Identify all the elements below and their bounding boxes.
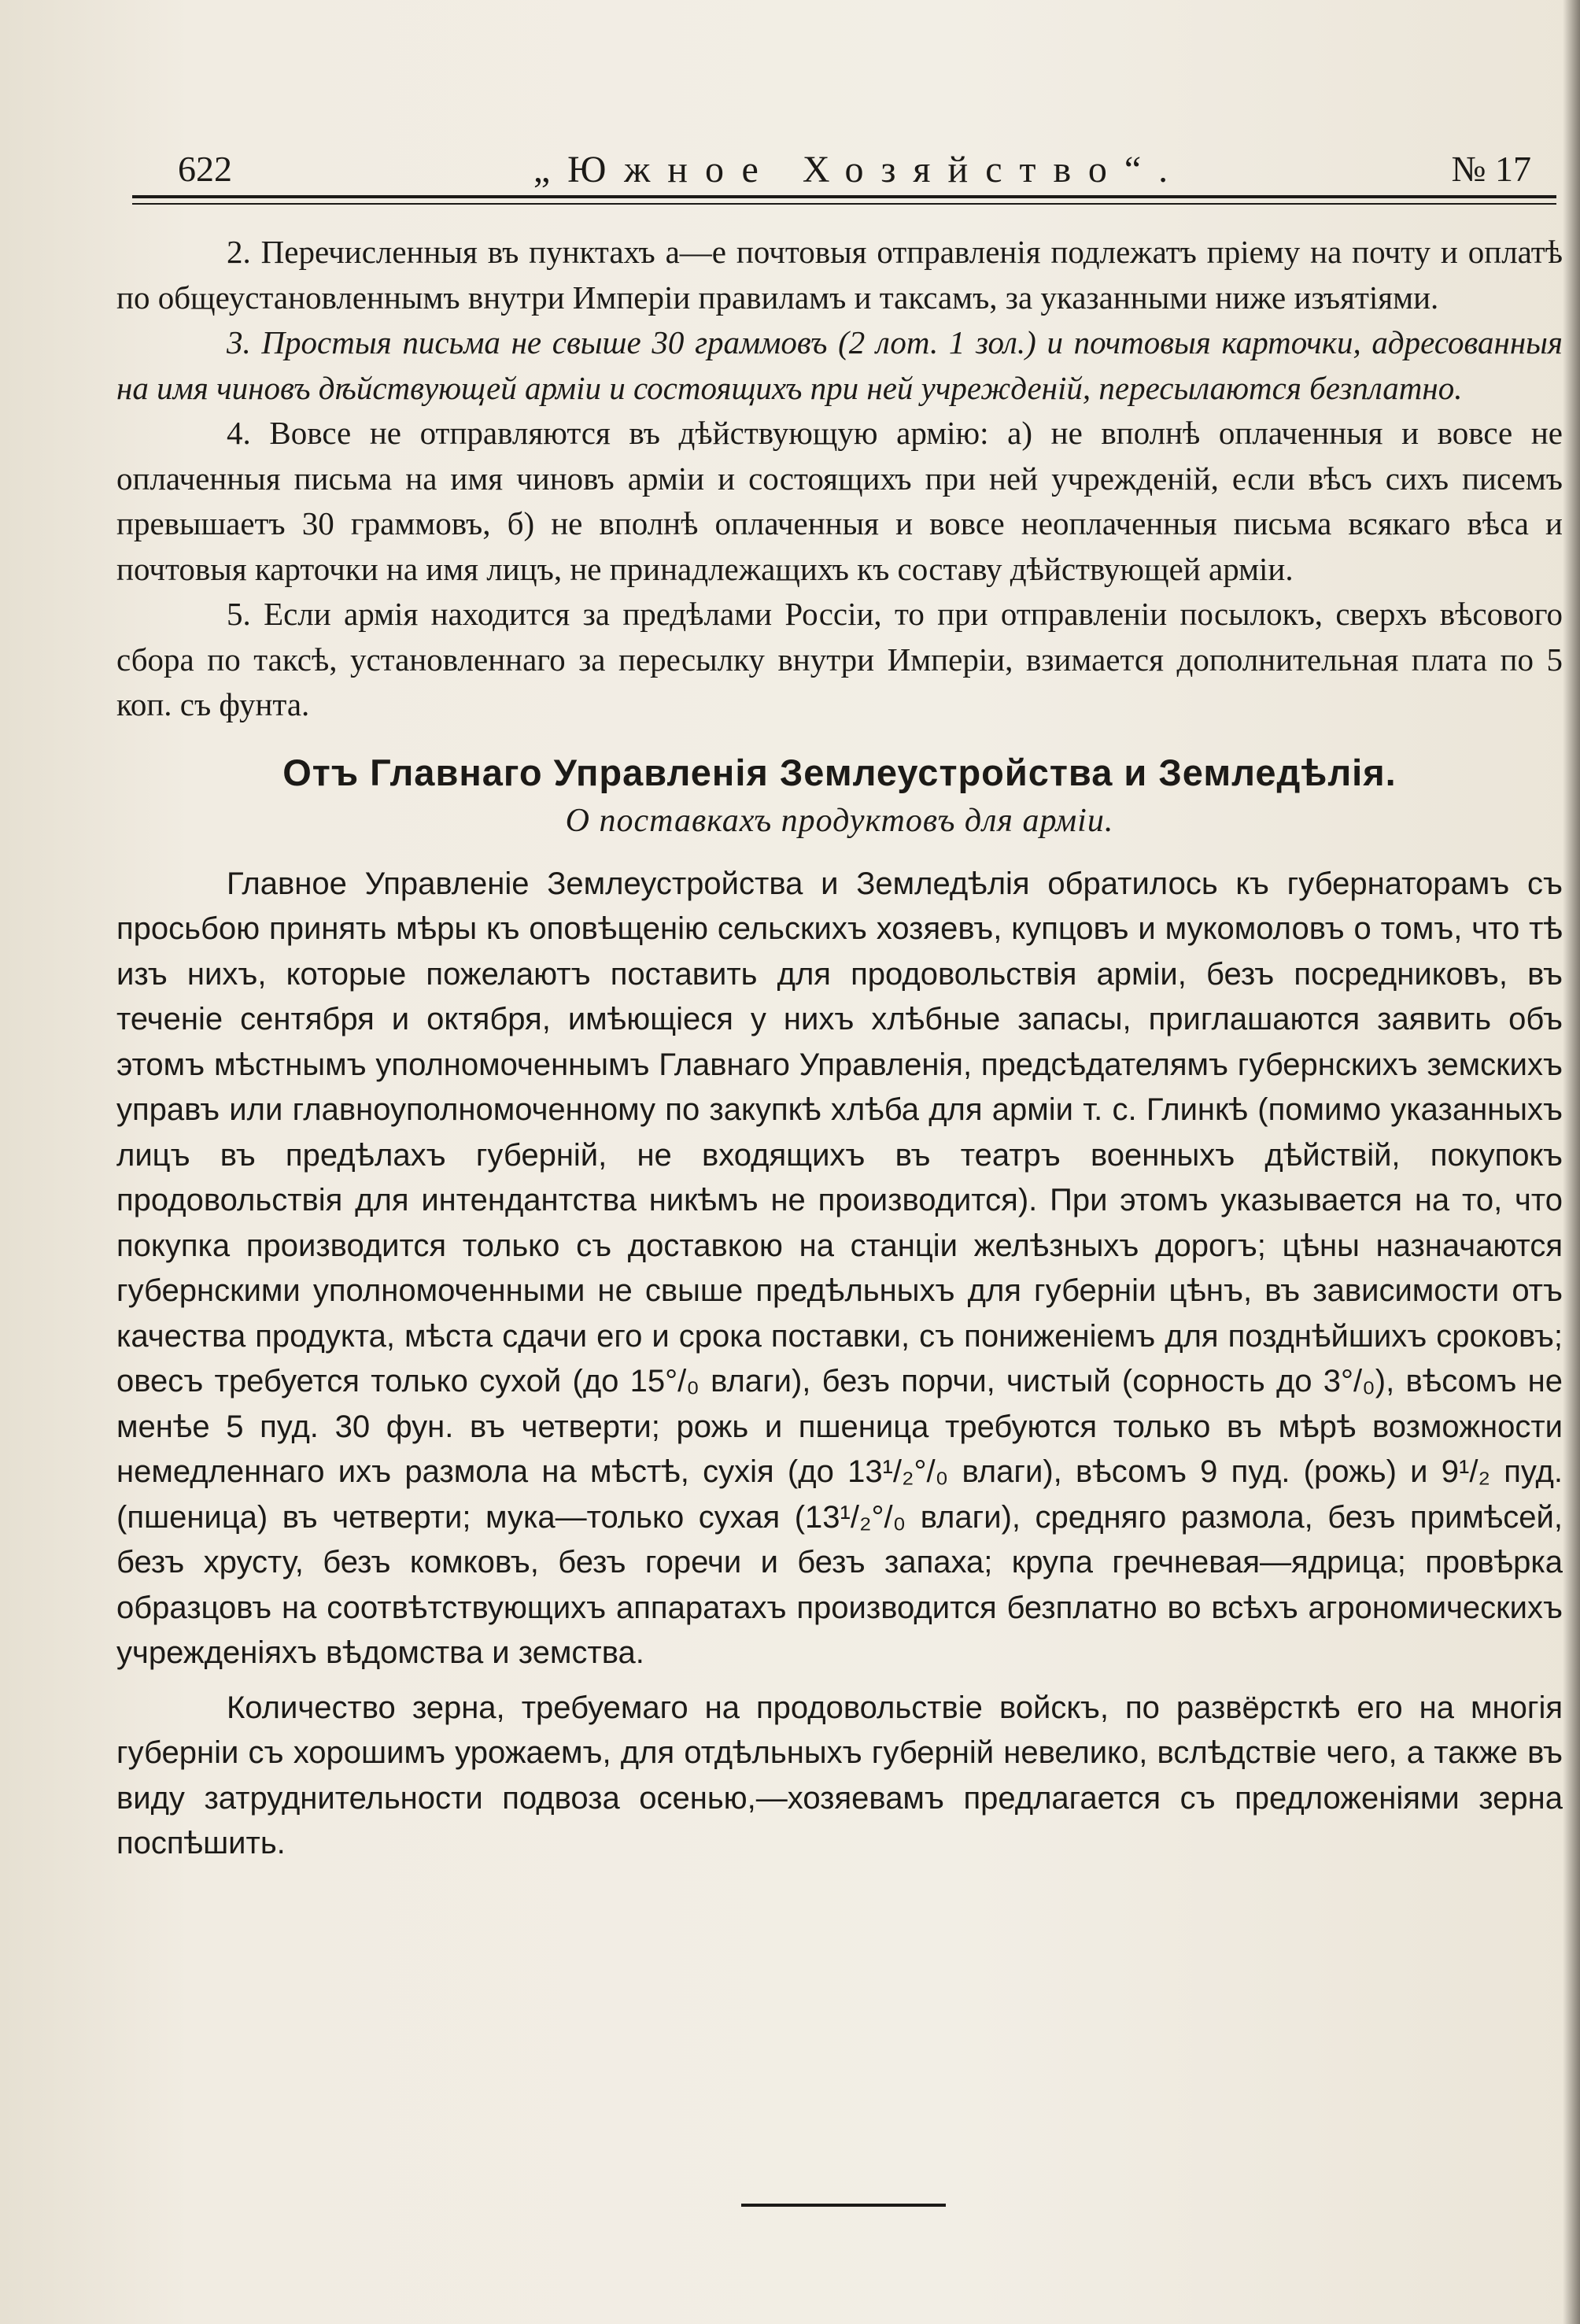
paragraph-4: 4. Вовсе не отправляются въ дѣйствующую армію: а) не вполнѣ оплаченныя и вовсе не оплаченныя письма на имя чиновъ арміи и состоящихъ при ней учрежденій, если вѣсъ сихъ писемъ превышаетъ 30 граммовъ, б) не вполнѣ оплаченныя и вовсе неоплаченныя письма всякаго вѣса и почтовыя карточки на имя лицъ, не принадлежащихъ къ составу дѣйствующей арміи. (116, 415, 1563, 587)
section-paragraph-2: Количество зерна, требуемаго на продовольствіе войскъ, по развёрсткѣ его на многія губерніи съ хорошимъ урожаемъ, для отдѣльныхъ губерній невелико, вслѣдствіе чего, а также въ виду затруднительности подвоза осенью,—хозяевамъ предлагается съ предложеніями зерна поспѣшить. (116, 1690, 1563, 1860)
paragraph-5: 5. Если армія находится за предѣлами Россіи, то при отправленіи посылокъ, сверхъ вѣсового сбора по таксѣ, установленнаго за пересылку внутри Имперіи, взимается дополнительная плата по 5 коп. съ фунта. (116, 596, 1563, 722)
journal-title: „Южное Хозяйство“. (533, 149, 1186, 190)
header-rule-thin (132, 203, 1556, 205)
section-title: Отъ Главнаго Управленія Землеустройства и Земледѣлія. (282, 751, 1397, 793)
paragraph-2: 2. Перечисленныя въ пунктахъ а—е почтовыя отправленія подлежатъ пріему на почту и оплатѣ по общеустановленнымъ внутри Имперіи правиламъ и таксамъ, за указанными ниже изъятіями. (116, 234, 1563, 316)
end-rule (741, 2204, 946, 2207)
header-rule (132, 195, 1556, 198)
section-paragraph-1: Главное Управленіе Землеустройства и Земледѣлія обратилось къ губернаторамъ съ просьбою принять мѣры къ оповѣщенію сельскихъ хозяевъ, купцовъ и мукомоловъ о томъ, что тѣ изъ нихъ, которые пожелаютъ поставить для продовольствія арміи, безъ посредниковъ, въ теченіе сентября и октября, имѣющіеся у нихъ хлѣбные запасы, приглашаются заявить объ этомъ мѣстнымъ уполномоченнымъ Главнаго Управленія, предсѣдателямъ губернскихъ земскихъ управъ или главноуполномоченному по закупкѣ хлѣба для арміи т. с. Глинкѣ (помимо указанныхъ лицъ въ предѣлахъ губерній, не входящихъ въ театръ военныхъ дѣйствій, покупокъ продовольствія для интендантства никѣмъ не производится). При этомъ указывается на то, что покупка производится только съ доставкою на станціи желѣзныхъ дорогъ; цѣны назначаются губернскими уполномоченными не свыше предѣльныхъ для губерніи цѣнъ, въ зависимости отъ качества продукта, мѣста сдачи его и срока поставки, съ пониженіемъ для позднѣйшихъ сроковъ; овесъ требуется только сухой (до 15°/₀ влаги), безъ порчи, чистый (сорность до 3°/₀), вѣсомъ не менѣе 5 пуд. 30 фун. въ четверти; рожь и пшеница требуются только въ мѣрѣ возможности немедленнаго ихъ размола на мѣстѣ, сухія (до 13¹/₂°/₀ влаги), вѣсомъ 9 пуд. (рожь) и 9¹/₂ пуд. (пшеница) въ четверти; мука—только сухая (13¹/₂°/₀ влаги), средняго размола, безъ примѣсей, безъ хрусту, безъ комковъ, безъ горечи и безъ запаха; крупа гречневая—ядрица; провѣрка образцовъ на соотвѣтствующихъ аппаратахъ производится безплатно во всѣхъ агрономическихъ учрежденіяхъ вѣдомства и земства. (116, 866, 1563, 1670)
article-body (116, 230, 1563, 1867)
paragraph-3: 3. Простыя письма не свыше 30 граммовъ (2 лот. 1 зол.) и почтовыя карточки, адресованныя на имя чиновъ дѣйствующей арміи и состоящихъ при ней учрежденій, пересылаются безплатно. (116, 324, 1563, 406)
issue-number: № 17 (1451, 149, 1531, 189)
section-subtitle: О поставкахъ продуктовъ для арміи. (565, 802, 1114, 839)
page-edge-shadow (1563, 0, 1580, 2324)
page-number: 622 (178, 149, 232, 189)
